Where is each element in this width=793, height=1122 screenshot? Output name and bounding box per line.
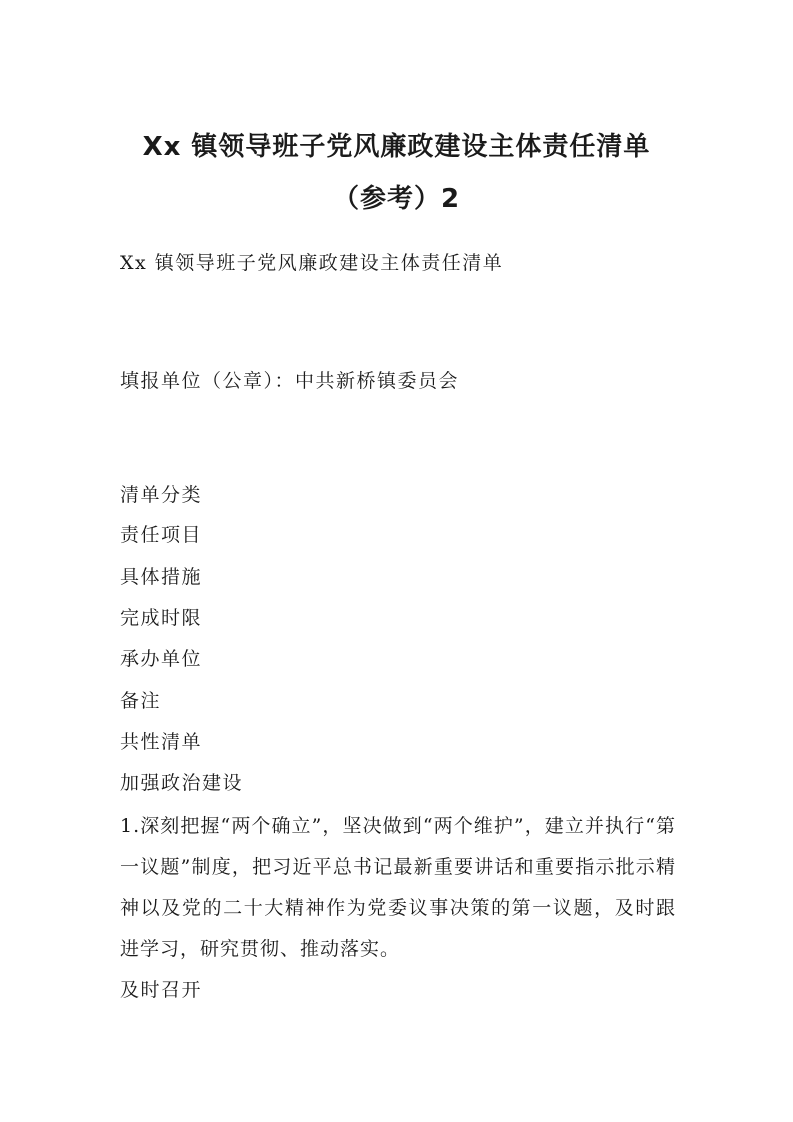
header-remarks: 备注 — [120, 690, 162, 712]
measure-paragraph: 1.深刻把握“两个确立”，坚决做到“两个维护”，建立并执行“第一议题”制度，把习近平总书记最新重要讲话和重要指示批示精神以及党的二十大精神作为党委议事决策的第一议题，及时跟进学习，研究贯彻、推动落实。 — [120, 815, 676, 960]
header-category: 清单分类 — [120, 484, 203, 506]
deadline-value: 及时召开 — [120, 979, 203, 1001]
header-undertaking-unit: 承办单位 — [120, 648, 203, 670]
header-item: 责任项目 — [120, 524, 203, 546]
category-value: 共性清单 — [120, 731, 203, 753]
header-deadline: 完成时限 — [120, 607, 203, 629]
document-title-line-1: Xx 镇领导班子党风廉政建设主体责任清单 — [142, 132, 651, 162]
document-title-line-2: （参考）2 — [332, 184, 461, 214]
filing-unit-line: 填报单位（公章）：中共新桥镇委员会 — [120, 370, 460, 392]
document-subtitle: Xx 镇领导班子党风廉政建设主体责任清单 — [120, 252, 504, 274]
item-value: 加强政治建设 — [120, 772, 244, 794]
header-measures: 具体措施 — [120, 566, 203, 588]
